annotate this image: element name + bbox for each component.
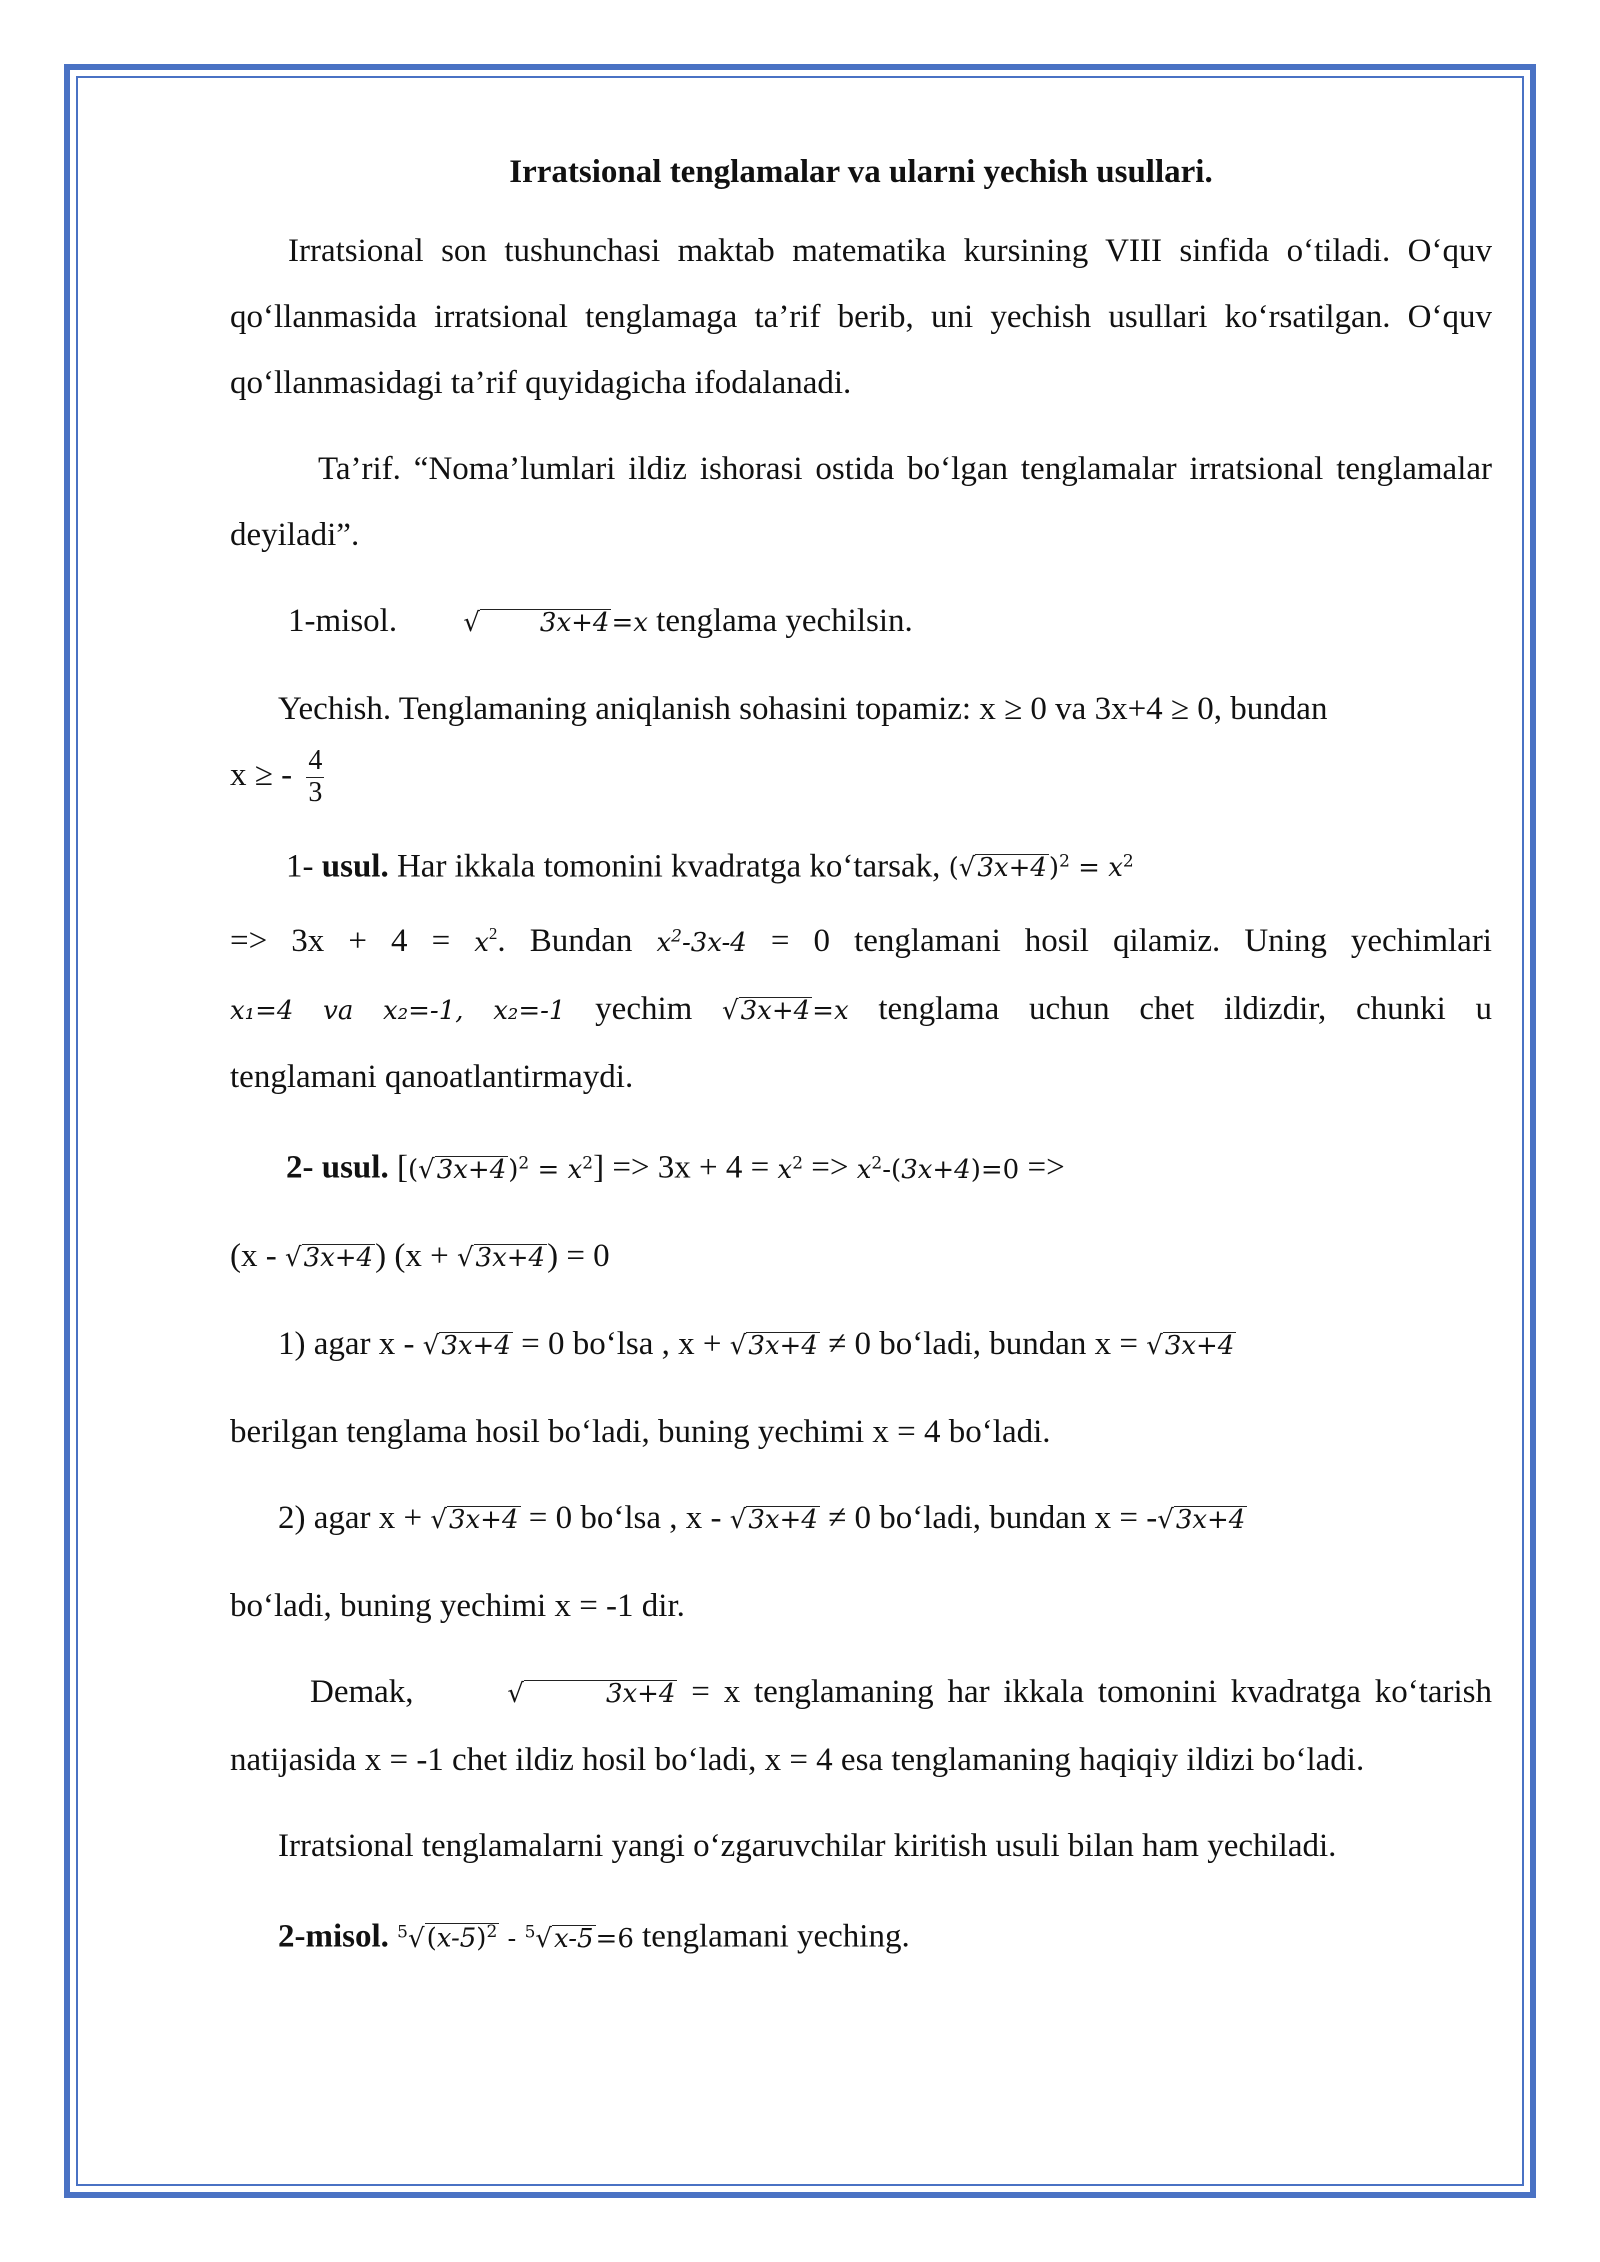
case1-continuation: berilgan tenglama hosil bo‘ladi, buning yechimi x = 4 bo‘ladi. <box>230 1414 1051 1451</box>
example2-line: 2-misol. $^5√(x-5)^2 - ^5√x-5=6$ tenglamani yeching. <box>278 1918 910 1955</box>
example1-rhs: =x <box>611 608 648 638</box>
roots-values: x₁=4 va x₂=-1, x₂=-1 <box>230 996 566 1027</box>
example1-sqrt: √ 3x+4 <box>463 608 610 638</box>
conclusion-paragraph: Demak, √ 3x+4 = x tenglamaning har ikkala tomonini kvadratga ko‘tarish natijasida x = -1 chet ildiz hosil bo‘ladi, x = 4 esa tenglamaning haqiqiy ildizi bo‘ladi. <box>230 1674 1493 1779</box>
domain-inequality: x ≥ - <box>230 757 293 793</box>
method1-label: usul. <box>321 848 389 885</box>
example2-label: 2-misol. <box>278 1918 389 1955</box>
solution-line1: Yechish. Tenglamaning aniqlanish sohasini topamiz: x ≥ 0 va 3x+4 ≥ 0, bundan <box>278 691 1328 727</box>
example1-line <box>230 588 1492 656</box>
document-title: Irratsional tenglamalar va ularni yechish usullari. <box>509 154 1213 190</box>
method1-line2: => $3x + 4 = x^2$. Bundan $x^2-3x-4 = 0$ tenglamani hosil qilamiz. Uning yechimlari <box>230 923 1492 960</box>
case2-line: 2) agar x + √3x+4 = 0 bo‘lsa , x - √3x+4 ≠ 0 bo‘ladi, bundan x = -√3x+4 <box>278 1500 1246 1537</box>
case1-line: 1) agar x - √3x+4 = 0 bo‘lsa , x + √3x+4 ≠ 0 bo‘ladi, bundan x = √3x+4 <box>278 1326 1235 1363</box>
method1-line4: tenglamani qanoatlantirmaydi. <box>230 1059 634 1096</box>
intro-paragraph: Irratsional son tushunchasi maktab matematika kursining VIII sinfida o‘tiladi. O‘quv qo‘llanmasida irratsional tenglamaga ta’rif berib, uni yechish usullari ko‘rsatilgan. O‘quv qo‘llanmasidagi ta’rif quyidagicha ifodalanadi. <box>230 233 1492 401</box>
method1-label-num: 1- <box>286 848 314 885</box>
method1-text: Har ikkala tomonini kvadratga ko‘tarsak, <box>396 848 941 885</box>
case2-continuation: bo‘ladi, buning yechimi x = -1 dir. <box>230 1588 685 1625</box>
method2-label: 2- usul. <box>286 1150 389 1187</box>
method1-squared-sqrt: $(√3x+4)^2 = x^2$ <box>948 851 1134 884</box>
method1-line1 <box>230 829 1492 902</box>
method1-line3: x₁=4 va x₂=-1, x₂=-1 yechim √3x+4=x tenglama uchun chet ildizdir, chunki u <box>230 991 1493 1028</box>
example2-equation: $^5√(x-5)^2 - ^5√x-5=6$ <box>397 1922 634 1954</box>
definition-paragraph: Ta’rif. “Noma’lumlari ildiz ishorasi ostida bo‘lgan tenglamalar irratsional tenglamalar deyiladi”. <box>230 451 1492 553</box>
method2-line1: 2- usul. $[(√3x+4)^2 = x^2] => 3x + 4 = x^2 => x^2-(3x+4)=0$ => <box>286 1150 1065 1187</box>
new-variable-paragraph: Irratsional tenglamalarni yangi o‘zgaruvchilar kiritish usuli bilan ham yechiladi. <box>278 1828 1337 1865</box>
fraction-four-thirds: $\frac{4}{3}$ <box>308 745 323 808</box>
example1-label: 1-misol. <box>288 603 398 639</box>
solution-line2 <box>230 742 1492 809</box>
method2-factor-line: (x - √3x+4) (x + √3x+4) = 0 <box>230 1238 610 1275</box>
example1-text: tenglama yechilsin. <box>656 603 913 639</box>
document-page <box>230 150 1492 1972</box>
